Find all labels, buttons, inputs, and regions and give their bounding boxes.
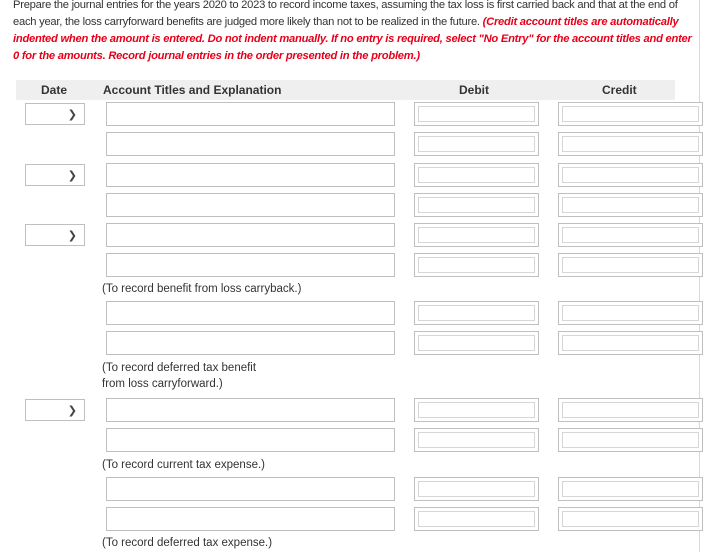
chevron-down-icon: ❯ xyxy=(67,108,77,121)
debit-input-7[interactable] xyxy=(414,301,539,325)
note-deferred-benefit xyxy=(102,360,256,392)
account-input-8[interactable] xyxy=(106,331,395,355)
account-input-3[interactable] xyxy=(106,163,395,187)
account-input-4[interactable] xyxy=(106,193,395,217)
account-input-12[interactable] xyxy=(106,507,395,531)
credit-input-10[interactable] xyxy=(558,428,703,452)
note-carryback: (To record benefit from loss carryback.) xyxy=(102,283,302,295)
account-input-10[interactable] xyxy=(106,428,395,452)
date-select-3[interactable] xyxy=(25,224,85,246)
chevron-down-icon: ❯ xyxy=(67,169,77,182)
debit-input-9[interactable] xyxy=(414,398,539,422)
instructions-note: (Credit account titles are automatically indented when the amount is entered. Do not indent manually. If no entry is required, select "No Entry" for the account titles and enter 0 for the amounts. Record journal entries in the order presented in the problem.) xyxy=(13,16,692,62)
debit-input-5[interactable] xyxy=(414,223,539,247)
debit-input-4[interactable] xyxy=(414,193,539,217)
header-date: Date xyxy=(41,83,68,97)
credit-input-2[interactable] xyxy=(558,132,703,156)
date-select-2[interactable] xyxy=(25,164,85,186)
note-deferred-expense: (To record deferred tax expense.) xyxy=(102,537,273,549)
account-input-1[interactable] xyxy=(106,102,395,126)
credit-input-6[interactable] xyxy=(558,253,703,277)
account-input-6[interactable] xyxy=(106,253,395,277)
debit-input-6[interactable] xyxy=(414,253,539,277)
date-select-4[interactable] xyxy=(25,399,85,421)
account-input-2[interactable] xyxy=(106,132,395,156)
credit-input-4[interactable] xyxy=(558,193,703,217)
credit-input-9[interactable] xyxy=(558,398,703,422)
debit-input-10[interactable] xyxy=(414,428,539,452)
note-deferred-line1: (To record deferred tax benefit xyxy=(102,362,257,374)
header-debit: Debit xyxy=(459,83,489,97)
account-input-9[interactable] xyxy=(106,398,395,422)
header-account: Account Titles and Explanation xyxy=(103,83,282,97)
chevron-down-icon: ❯ xyxy=(67,229,77,242)
instructions-text: Prepare the journal entries for the years 2020 to 2023 to record income taxes, assuming the tax loss is first carried back and that at the end of each year, the loss carryforward benefits are judged more likely than not to be realized in the future. xyxy=(13,0,678,28)
credit-input-12[interactable] xyxy=(558,507,703,531)
instructions xyxy=(13,0,693,65)
table-header xyxy=(16,80,675,100)
credit-input-1[interactable] xyxy=(558,102,703,126)
debit-input-8[interactable] xyxy=(414,331,539,355)
account-input-7[interactable] xyxy=(106,301,395,325)
debit-input-11[interactable] xyxy=(414,477,539,501)
debit-input-3[interactable] xyxy=(414,163,539,187)
credit-input-5[interactable] xyxy=(558,223,703,247)
chevron-down-icon: ❯ xyxy=(67,404,77,417)
debit-input-1[interactable] xyxy=(414,102,539,126)
credit-input-7[interactable] xyxy=(558,301,703,325)
debit-input-12[interactable] xyxy=(414,507,539,531)
note-deferred-line2: from loss carryforward.) xyxy=(102,378,223,390)
credit-input-11[interactable] xyxy=(558,477,703,501)
header-credit: Credit xyxy=(602,83,637,97)
account-input-5[interactable] xyxy=(106,223,395,247)
note-current-tax: (To record current tax expense.) xyxy=(102,459,265,471)
credit-input-8[interactable] xyxy=(558,331,703,355)
date-select-1[interactable] xyxy=(25,103,85,125)
credit-input-3[interactable] xyxy=(558,163,703,187)
debit-input-2[interactable] xyxy=(414,132,539,156)
account-input-11[interactable] xyxy=(106,477,395,501)
